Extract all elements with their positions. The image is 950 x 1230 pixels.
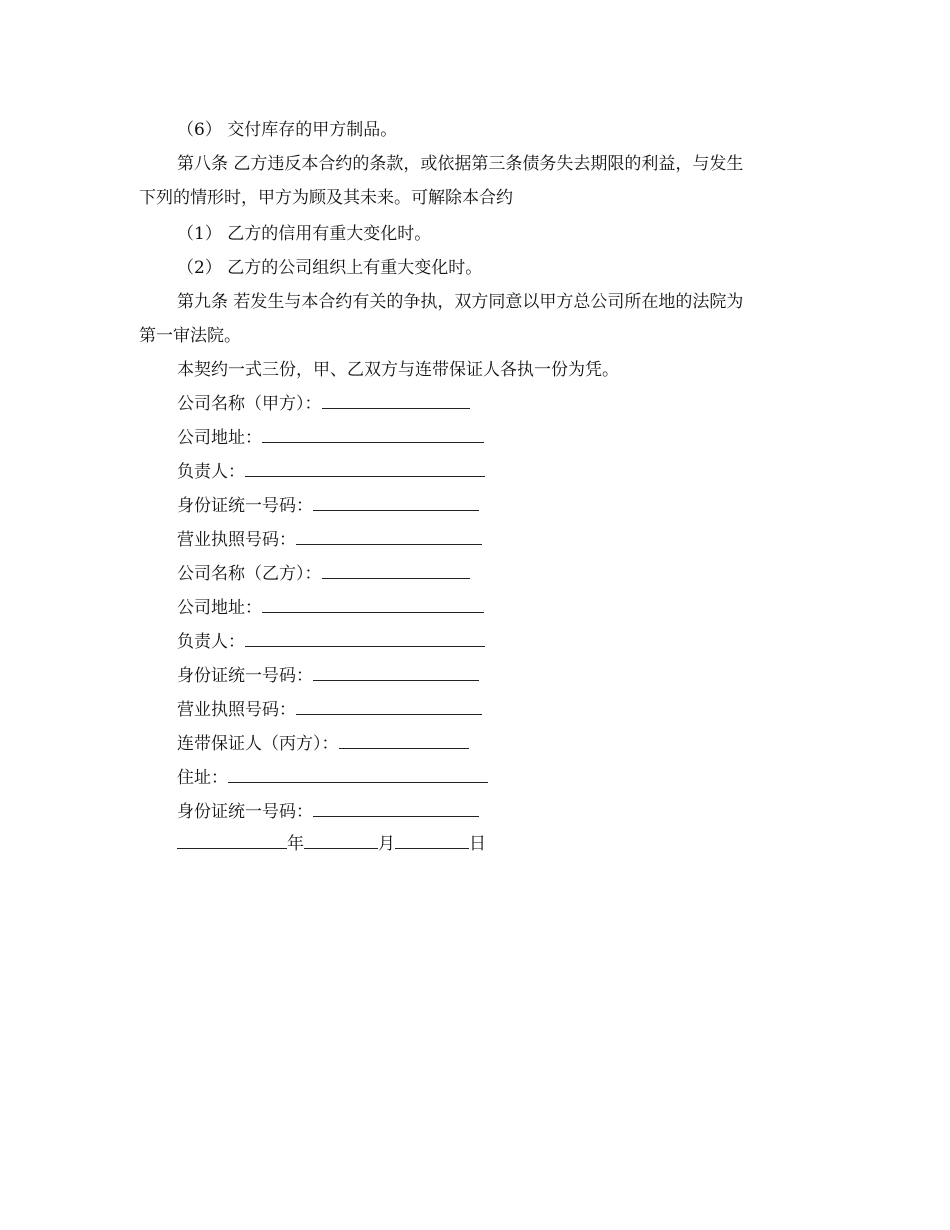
fill-in-line[interactable] <box>322 562 470 579</box>
field-label: 营业执照号码： <box>177 530 296 550</box>
field-party-a-representative <box>177 460 485 484</box>
article-9-line-2: 第一审法院。 <box>139 326 241 346</box>
field-label: 连带保证人（丙方）： <box>177 734 339 754</box>
fill-in-line[interactable] <box>296 528 482 545</box>
clause-item-2: （2） 乙方的公司组织上有重大变化时。 <box>177 258 483 278</box>
field-party-a-company-name <box>177 392 470 416</box>
field-party-a-business-license <box>177 528 482 552</box>
fill-in-line[interactable] <box>313 494 479 511</box>
month-label: 月 <box>378 834 395 854</box>
fill-in-line[interactable] <box>313 800 479 817</box>
day-label: 日 <box>469 834 486 854</box>
field-label: 公司名称（甲方）： <box>177 394 322 414</box>
fill-in-line[interactable] <box>262 426 484 443</box>
clause-item-6: （6） 交付库存的甲方制品。 <box>177 120 398 140</box>
day-fill-line[interactable] <box>395 832 469 849</box>
field-label: 公司地址： <box>177 598 262 618</box>
fill-in-line[interactable] <box>296 698 482 715</box>
field-guarantor-id-number <box>177 800 479 824</box>
field-party-b-company-address <box>177 596 484 620</box>
field-label: 负责人： <box>177 632 245 652</box>
year-label: 年 <box>287 834 304 854</box>
field-label: 住址： <box>177 768 228 788</box>
field-label: 公司地址： <box>177 428 262 448</box>
article-8-line-2: 下列的情形时，甲方为顾及其未来。可解除本合约 <box>139 188 513 208</box>
field-party-b-id-number <box>177 664 479 688</box>
field-party-b-business-license <box>177 698 482 722</box>
fill-in-line[interactable] <box>313 664 479 681</box>
field-label: 身份证统一号码： <box>177 802 313 822</box>
month-fill-line[interactable] <box>304 832 378 849</box>
field-label: 营业执照号码： <box>177 700 296 720</box>
copies-statement: 本契约一式三份，甲、乙双方与连带保证人各执一份为凭。 <box>177 360 619 380</box>
field-guarantor <box>177 732 469 756</box>
field-party-b-company-name <box>177 562 470 586</box>
field-party-a-id-number <box>177 494 479 518</box>
field-label: 身份证统一号码： <box>177 496 313 516</box>
field-label: 身份证统一号码： <box>177 666 313 686</box>
fill-in-line[interactable] <box>245 630 485 647</box>
field-label: 公司名称（乙方）： <box>177 564 322 584</box>
fill-in-line[interactable] <box>228 766 488 783</box>
fill-in-line[interactable] <box>339 732 469 749</box>
fill-in-line[interactable] <box>262 596 484 613</box>
field-party-b-representative <box>177 630 485 654</box>
signing-date <box>177 832 486 856</box>
field-party-a-company-address <box>177 426 484 450</box>
field-label: 负责人： <box>177 462 245 482</box>
article-9-line-1: 第九条 若发生与本合约有关的争执，双方同意以甲方总公司所在地的法院为 <box>177 292 744 312</box>
article-8-line-1: 第八条 乙方违反本合约的条款，或依据第三条债务失去期限的利益，与发生 <box>177 154 744 174</box>
year-fill-line[interactable] <box>177 832 287 849</box>
field-guarantor-address <box>177 766 488 790</box>
fill-in-line[interactable] <box>245 460 485 477</box>
fill-in-line[interactable] <box>322 392 470 409</box>
clause-item-1: （1） 乙方的信用有重大变化时。 <box>177 224 432 244</box>
